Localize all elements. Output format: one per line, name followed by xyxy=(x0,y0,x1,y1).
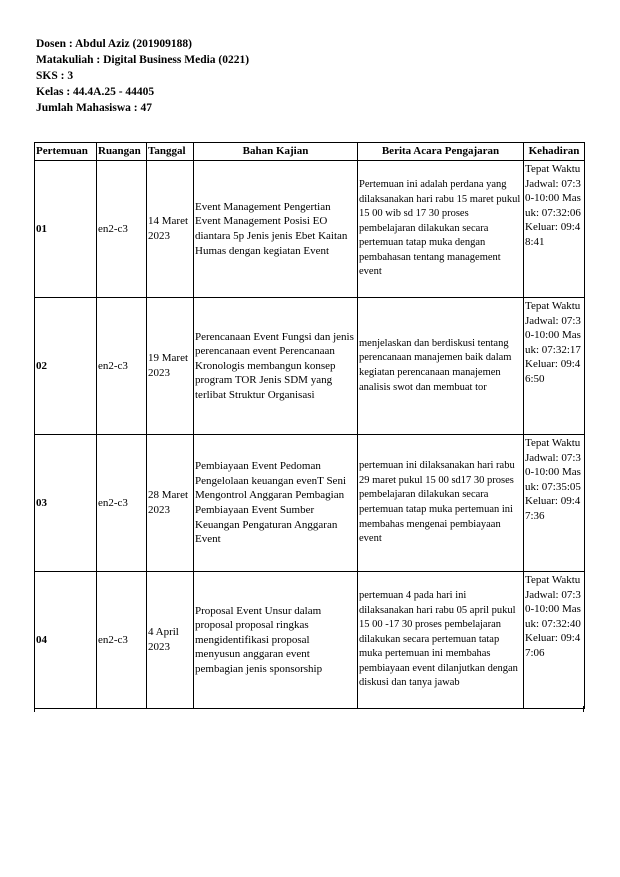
topic-cell: Event Management Pengertian Event Management Posisi EO diantara 5p Jenis jenis Ebet Kaitan Humas dengan kegiatan Event xyxy=(194,161,358,298)
meeting-number: 01 xyxy=(35,161,97,298)
topic-cell: Perencanaan Event Fungsi dan jenis perencanaan event Perencanaan Kronologis membangun konsep program TOR Jenis SDM yang terlibat Struktur Organisasi xyxy=(194,298,358,435)
course-name: Matakuliah : Digital Business Media (0221) xyxy=(36,54,250,66)
attendance-cell: Tepat Waktu Jadwal: 07:30-10:00 Masuk: 07:32:06 Keluar: 09:48:41 xyxy=(524,161,585,298)
table-header-row xyxy=(35,143,585,161)
class-code: Kelas : 44.4A.25 - 44405 xyxy=(36,86,155,98)
teaching-report-cell: Pertemuan ini adalah perdana yang dilaksanakan hari rabu 15 maret pukul 15 00 wib sd 17 30 proses pembelajaran dilakukan secara pertemuan tatap muka dengan pembahasan tentang management event xyxy=(358,161,524,298)
attendance-cell: Tepat Waktu Jadwal: 07:30-10:00 Masuk: 07:32:40 Keluar: 09:47:06 xyxy=(524,572,585,709)
attendance-cell: Tepat Waktu Jadwal: 07:30-10:00 Masuk: 07:35:05 Keluar: 09:47:36 xyxy=(524,435,585,572)
attendance-cell: Tepat Waktu Jadwal: 07:30-10:00 Masuk: 07:32:17 Keluar: 09:46:50 xyxy=(524,298,585,435)
date-cell: 14 Maret 2023 xyxy=(147,161,194,298)
table-continuation xyxy=(34,706,584,712)
meeting-number: 04 xyxy=(35,572,97,709)
topic-cell: Pembiayaan Event Pedoman Pengelolaan keuangan evenT Seni Mengontrol Anggaran Pembagian Pembiayaan Event Sumber Keuangan Pengaturan Anggaran Event xyxy=(194,435,358,572)
column-header-tanggal: Tanggal xyxy=(147,143,194,161)
date-cell: 4 April 2023 xyxy=(147,572,194,709)
column-header-pertemuan: Pertemuan xyxy=(35,143,97,161)
date-cell: 28 Maret 2023 xyxy=(147,435,194,572)
column-header-ruangan: Ruangan xyxy=(97,143,147,161)
column-header-kehadiran: Kehadiran xyxy=(524,143,585,161)
meeting-number: 02 xyxy=(35,298,97,435)
lecturer-info xyxy=(36,36,249,116)
column-header-bahan-kajian: Bahan Kajian xyxy=(194,143,358,161)
topic-cell: Proposal Event Unsur dalam proposal proposal ringkas mengidentifikasi proposal menyusun anggaran event pembagian jenis sponsorship xyxy=(194,572,358,709)
table-row xyxy=(35,572,585,709)
lecturer-name: Dosen : Abdul Aziz (201909188) xyxy=(36,38,192,50)
teaching-report-cell: menjelaskan dan berdiskusi tentang perencanaan manajemen baik dalam kegiatan perencanaan manajemen analisis swot dan membuat tor xyxy=(358,298,524,435)
credit-units: SKS : 3 xyxy=(36,70,74,82)
room-cell: en2-c3 xyxy=(97,572,147,709)
teaching-report-cell: pertemuan 4 pada hari ini dilaksanakan hari rabu 05 april pukul 15 00 -17 30 proses pembelajaran dilakukan secara pertemuan tatap muka pertemuan ini membahas pembiayaan event dilanjutkan dengan diskusi dan tanya jawab xyxy=(358,572,524,709)
column-header-berita-acara: Berita Acara Pengajaran xyxy=(358,143,524,161)
room-cell: en2-c3 xyxy=(97,298,147,435)
attendance-table xyxy=(34,142,585,709)
teaching-report-cell: pertemuan ini dilaksanakan hari rabu 29 maret pukul 15 00 sd17 30 proses pembelajaran dilakukan secara pertemuan tatap muka pertemuan ini membahas mengenai pembiayaan event xyxy=(358,435,524,572)
meeting-number: 03 xyxy=(35,435,97,572)
date-cell: 19 Maret 2023 xyxy=(147,298,194,435)
table-row xyxy=(35,435,585,572)
room-cell: en2-c3 xyxy=(97,435,147,572)
table-row xyxy=(35,298,585,435)
table-row xyxy=(35,161,585,298)
room-cell: en2-c3 xyxy=(97,161,147,298)
student-count: Jumlah Mahasiswa : 47 xyxy=(36,102,152,114)
